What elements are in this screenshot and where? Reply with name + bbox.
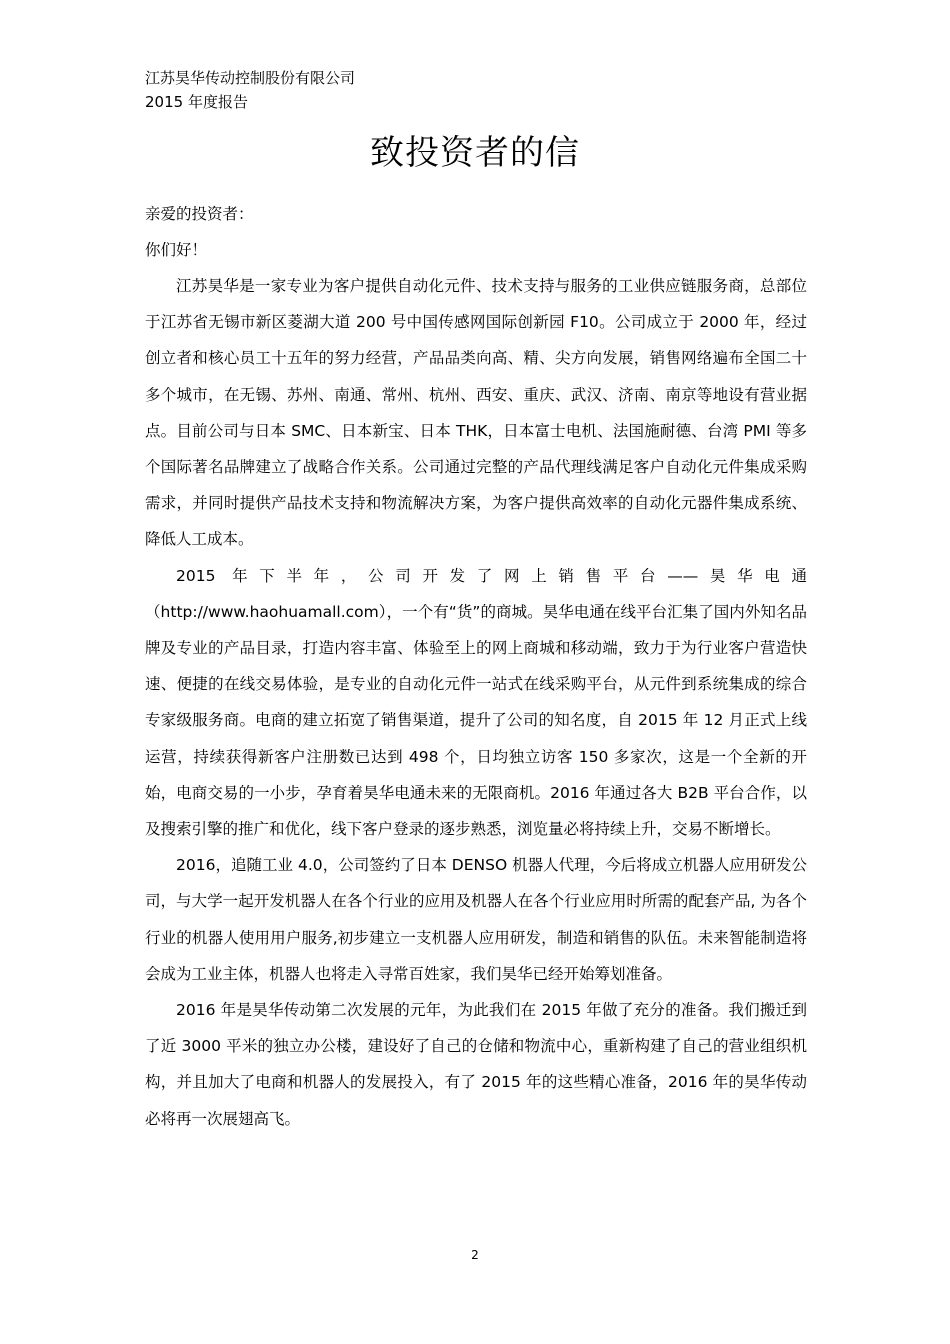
salutation-greeting: 你们好！ [145, 241, 208, 259]
paragraph-outlook: 2016 年是昊华传动第二次发展的元年，为此我们在 2015 年做了充分的准备。我们搬迁到了近 3000 平米的独立办公楼，建设好了自己的仓储和物流中心，重新构建了自己的营业组织机构，并且加大了电商和机器人的发展投入，有了 2015 年的这些精心准备，2016 年的昊华传动必将再一次展翅高飞。 [145, 1001, 807, 1128]
report-title: 2015 年度报告 [145, 93, 248, 111]
paragraph-robotics: 2016，追随工业 4.0，公司签约了日本 DENSO 机器人代理，今后将成立机器人应用研发公司，与大学一起开发机器人在各个行业的应用及机器人在各个行业应用时所需的配套产品, 为各个行业的机器人使用用户服务,初步建立一支机器人应用研发，制造和销售的队伍。未来智能制造将会成为工业主体，机器人也将走入寻常百姓家，我们昊华已经开始筹划准备。 [145, 856, 807, 983]
letter-body [145, 268, 807, 1137]
paragraph-ecommerce: 2015 年下半年，公司开发了网上销售平台——昊华电通（http://www.haohuamall.com），一个有“货”的商城。昊华电通在线平台汇集了国内外知名品牌及专业的产品目录，打造内容丰富、体验至上的网上商城和移动端，致力于为行业客户营造快速、便捷的在线交易体验，是专业的自动化元件一站式在线采购平台，从元件到系统集成的综合专家级服务商。电商的建立拓宽了销售渠道，提升了公司的知名度，自 2015 年 12 月正式上线运营，持续获得新客户注册数已达到 498 个，日均独立访客 150 多家次，这是一个全新的开始，电商交易的一小步，孕育着昊华电通未来的无限商机。2016 年通过各大 B2B 平台合作，以及搜索引擎的推广和优化，线下客户登录的逐步熟悉，浏览量必将持续上升，交易不断增长。 [145, 566, 807, 839]
paragraph-company-intro: 江苏昊华是一家专业为客户提供自动化元件、技术支持与服务的工业供应链服务商，总部位于江苏省无锡市新区菱湖大道 200 号中国传感网国际创新园 F10。公司成立于 2000 年，经过创立者和核心员工十五年的努力经营，产品品类向高、精、尖方向发展，销售网络遍布全国二十多个城市，在无锡、苏州、南通、常州、杭州、西安、重庆、武汉、济南、南京等地设有营业据点。目前公司与日本 SMC、日本新宝、日本 THK，日本富士电机、法国施耐德、台湾 PMI 等多个国际著名品牌建立了战略合作关系。公司通过完整的产品代理线满足客户自动化元件集成采购需求，并同时提供产品技术支持和物流解决方案，为客户提供高效率的自动化元器件集成系统、降低人工成本。 [145, 277, 807, 549]
page-number: 2 [471, 1248, 479, 1262]
salutation [145, 196, 254, 268]
letter-title: 致投资者的信 [370, 133, 580, 173]
page-header [145, 66, 355, 114]
salutation-addressee: 亲爱的投资者： [145, 205, 254, 223]
company-name: 江苏昊华传动控制股份有限公司 [145, 69, 356, 87]
